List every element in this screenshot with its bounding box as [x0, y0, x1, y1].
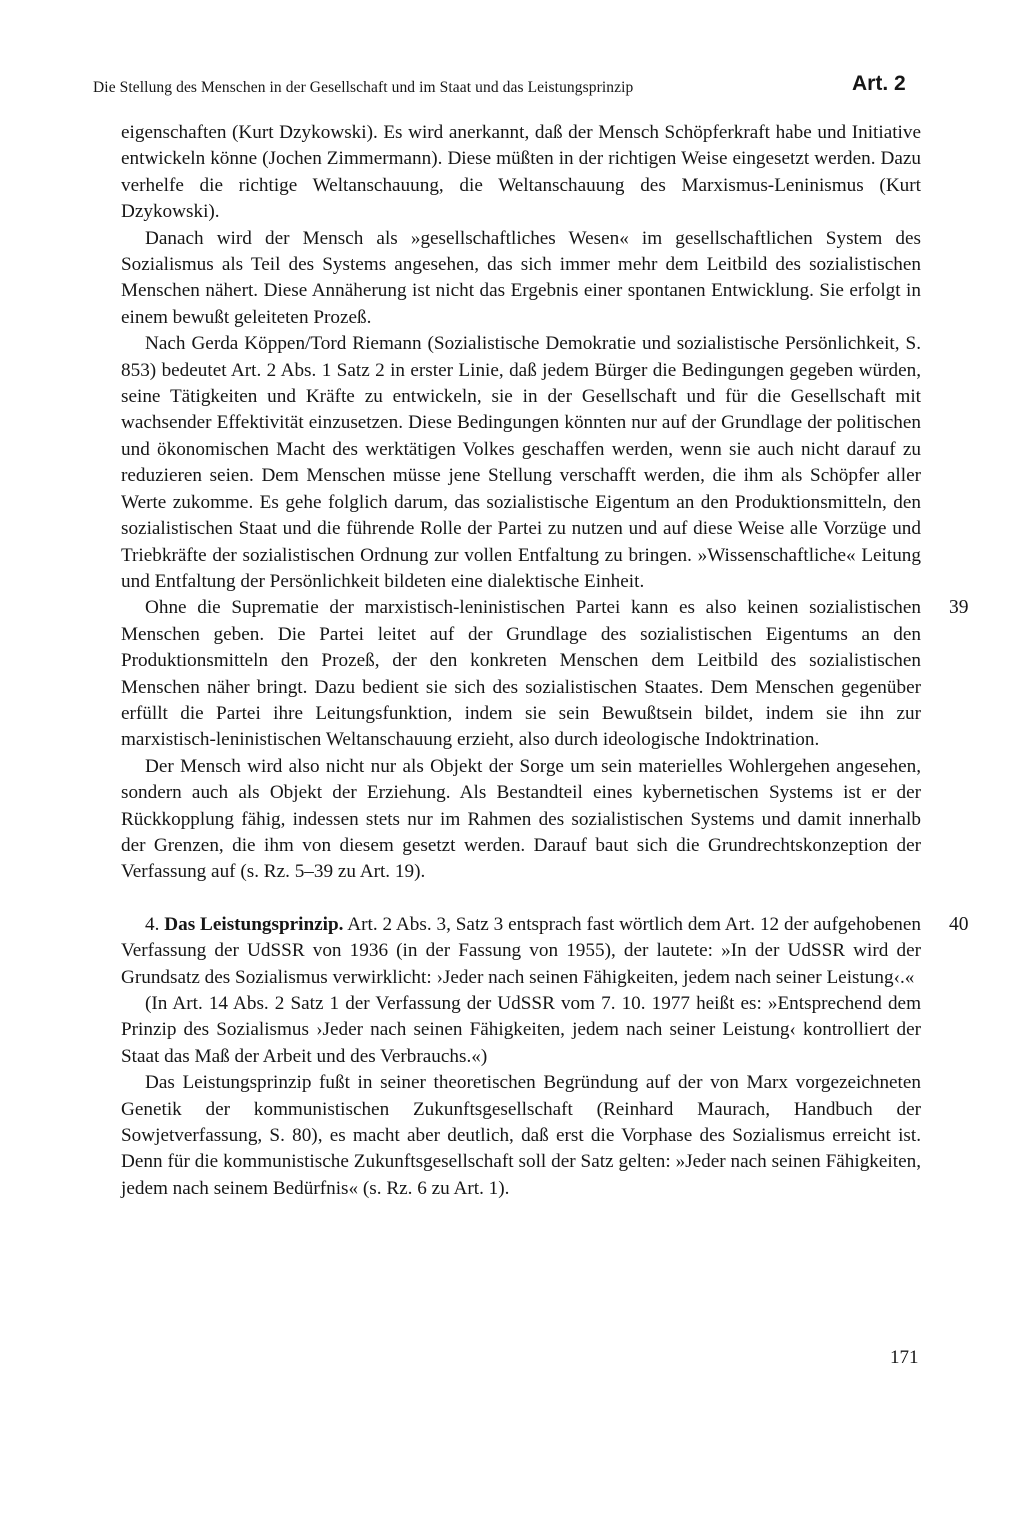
- paragraph-text: Der Mensch wird also nicht nur als Objekt der Sorge um sein materielles Wohlergehen angesehen, sondern auch als Objekt der Erziehung. Als Bestandteil eines kybernetischen Systems ist er der Rückkopplung fähig, indessen stets nur im Rahmen des sozialistischen Systems und damit innerhalb der Grenzen, die ihm von diesem gesetzt werden. Darauf baut sich die Grundrechtskonzeption der Verfassung auf (s. Rz. 5–39 zu Art. 19).: [121, 755, 921, 883]
- paragraph: [121, 595, 969, 753]
- margin-number: 40: [949, 913, 969, 935]
- paragraph: [121, 1070, 921, 1202]
- section-heading: Das Leistungsprinzip.: [164, 913, 344, 935]
- paragraph: [121, 120, 921, 226]
- paragraph-text: (In Art. 14 Abs. 2 Satz 1 der Verfassung der UdSSR vom 7. 10. 1977 heißt es: »Entsprechend dem Prinzip des Sozialismus ›Jeder nach seinen Fähigkeiten, jedem nach seiner Leistung‹ kontrolliert der Staat das Maß der Arbeit und des Verbrauchs.«): [121, 993, 921, 1067]
- paragraph-text: Ohne die Suprematie der marxistisch-leninistischen Partei kann es also keinen sozialistischen Menschen geben. Die Partei leitet auf der Grundlage des sozialistischen Eigentums an den Produktionsmitteln den Prozeß, der den konkreten Menschen dem Leitbild des sozialistischen Menschen näher bringt. Dazu bedient sie sich des sozialistischen Staates. Dem Menschen gegenüber erfüllt die Partei ihre Leitungsfunktion, indem sie sein Bewußtsein bildet, indem sie ihn zur marxistisch-leninistischen Weltanschauung erzieht, also durch ideologische Indoktrination.: [121, 597, 921, 751]
- paragraph: [121, 991, 921, 1070]
- paragraph: [121, 754, 921, 886]
- page-body: [121, 120, 969, 1202]
- article-label: Art. 2: [852, 72, 906, 95]
- paragraph-text: Danach wird der Mensch als »gesellschaftliches Wesen« im gesellschaftlichen System des Sozialismus als Teil des Systems angesehen, das sich immer mehr dem Leitbild des sozialistischen Menschen nähert. Diese Annäherung ist nicht das Ergebnis einer spontanen Entwicklung. Sie erfolgt in einem bewußt geleiteten Prozeß.: [121, 227, 921, 328]
- paragraph: [121, 331, 921, 595]
- paragraph: [121, 226, 921, 332]
- paragraph-text: eigenschaften (Kurt Dzykowski). Es wird anerkannt, daß der Mensch Schöpferkraft habe und Initiative entwickeln könne (Jochen Zimmermann). Diese müßten in der richtigen Weise eingesetzt werden. Dazu verhelfe die richtige Weltanschauung, die Weltanschauung des Marxismus-Leninismus (Kurt Dzykowski).: [121, 122, 921, 223]
- running-head: Die Stellung des Menschen in der Gesellschaft und im Staat und das Leistungsprinzip: [93, 79, 634, 96]
- margin-number: 39: [949, 597, 969, 619]
- section-number: 4.: [145, 913, 160, 935]
- page-number: 171: [890, 1347, 919, 1368]
- paragraph-text: Art. 2 Abs. 3, Satz 3 entsprach fast wörtlich dem Art. 12 der aufgehobenen Verfassung der UdSSR von 1936 (in der Fassung von 1955), der lautete: »In der UdSSR wird der Grundsatz des Sozialismus verwirklicht: ›Jeder nach seinen Fähigkeiten, jedem nach seiner Leistung‹.«: [121, 913, 921, 988]
- section-paragraph: [121, 912, 969, 991]
- paragraph-text: Das Leistungsprinzip fußt in seiner theoretischen Begründung auf der von Marx vorgezeichneten Genetik der kommunistischen Zukunftsgesellschaft (Reinhard Maurach, Handbuch der Sowjetverfassung, S. 80), es macht aber deutlich, daß erst die Vorphase des Sozialismus erreicht ist. Denn für die kommunistische Zukunftsgesellschaft soll der Satz gelten: »Jeder nach seinen Fähigkeiten, jedem nach seinem Bedürfnis« (s. Rz. 6 zu Art. 1).: [121, 1072, 921, 1199]
- paragraph-text: Nach Gerda Köppen/Tord Riemann (Sozialistische Demokratie und sozialistische Persönlichkeit, S. 853) bedeutet Art. 2 Abs. 1 Satz 2 in erster Linie, daß jedem Bürger die Bedingungen gegeben würden, seine Tätigkeiten und Kräfte zu entwickeln, sie in der Gesellschaft und für die Gesellschaft mit wachsender Effektivität einzusetzen. Diese Bedingungen könnten nur auf der Grundlage der politischen und ökonomischen Macht des werktätigen Volkes geschaffen werden, wenn sie auch nicht darauf zu reduzieren seien. Dem Menschen müsse jene Stellung verschafft werden, die ihm als Schöpfer aller Werte zukomme. Es gehe folglich darum, das sozialistische Eigentum an den Produktionsmitteln, den sozialistischen Staat und die führende Rolle der Partei zu nutzen und auf diese Weise alle Vorzüge und Triebkräfte der sozialistischen Ordnung zur vollen Entfaltung zu bringen. »Wissenschaftliche« Leitung und Entfaltung der Persönlichkeit bildeten eine dialektische Einheit.: [121, 333, 921, 592]
